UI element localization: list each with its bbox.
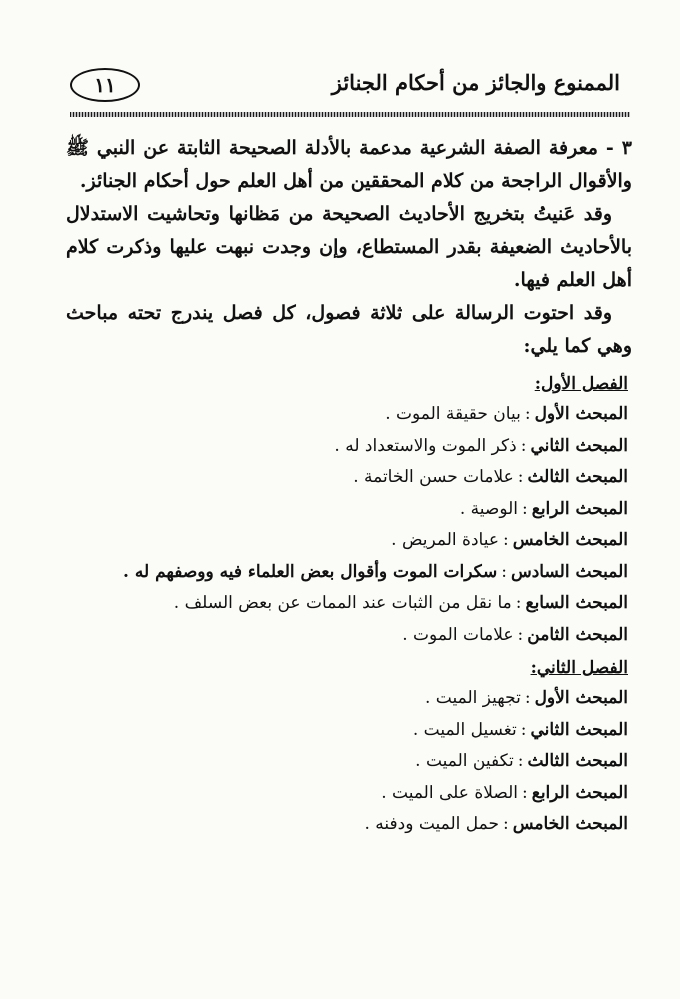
toc-item-label: المبحث الثالث [527,751,628,771]
toc-item: المبحث الأول:بيان حقيقة الموت . [385,404,628,424]
toc-item: المبحث الرابع:الصلاة على الميت . [381,782,628,803]
paragraph-point-3: ٣ - معرفة الصفة الشرعية مدعمة بالأدلة الصحيحة الثابتة عن النبي ﷺ والأقوال الراجحة من كلام المحققين من أهل العلم حول أحكام الجنائز. [66,137,632,192]
page-number: ١١ [70,68,140,102]
toc-item-label: المبحث الخامس [512,814,628,834]
toc-item-title: تجهيز الميت . [425,688,521,708]
page-header [70,66,620,106]
toc-item-label: المبحث الأول [534,688,628,708]
toc-item-label: المبحث الثامن [527,624,628,645]
toc-item: المبحث الثامن:علامات الموت . [402,624,628,645]
table-of-contents [66,369,632,841]
running-title: الممنوع والجائز من أحكام الجنائز [331,70,620,95]
toc-item: المبحث الثالث:تكفين الميت . [415,751,628,771]
toc-item-label: المبحث السادس [510,561,628,582]
toc-item-title: تغسيل الميت . [412,719,517,740]
toc-item-title: تكفين الميت . [415,751,514,771]
body-text [66,132,632,841]
toc-item: المبحث السابع:ما نقل من الثبات عند الممات عن بعض السلف . [173,593,628,613]
toc-item: المبحث الثاني:ذكر الموت والاستعداد له . [334,435,628,456]
paragraph-structure: وقد احتوت الرسالة على ثلاثة فصول، كل فصل يندرج تحته مباحث وهي كما يلي: [66,302,632,357]
toc-item-label: المبحث الثاني [530,435,628,456]
toc-item-label: المبحث الرابع [531,782,628,803]
header-divider [70,112,630,117]
toc-item: المبحث الثالث:علامات حسن الخاتمة . [353,467,628,487]
toc-item: المبحث الخامس:حمل الميت ودفنه . [364,814,628,834]
toc-item-title: علامات حسن الخاتمة . [353,467,514,487]
toc-item-label: المبحث السابع [525,593,628,613]
toc-item-title: الوصية . [459,498,519,519]
toc-item-title: حمل الميت ودفنه . [364,814,499,834]
toc-item-title: عيادة المريض . [391,530,499,550]
toc-item-title: بيان حقيقة الموت . [385,404,521,424]
toc-item: المبحث السادس:سكرات الموت وأقوال بعض العلماء فيه ووصفهم له . [123,561,628,582]
toc-item-label: المبحث الخامس [512,530,628,550]
chapter-heading: الفصل الثاني: [530,658,628,678]
toc-item: المبحث الخامس:عيادة المريض . [391,530,628,550]
toc-item: المبحث الأول:تجهيز الميت . [425,688,628,708]
toc-item-label: المبحث الرابع [531,498,628,519]
toc-item-title: علامات الموت . [402,624,514,645]
toc-item-title: سكرات الموت وأقوال بعض العلماء فيه ووصفهم له . [123,561,498,582]
toc-item-title: الصلاة على الميت . [381,782,519,803]
toc-item: المبحث الرابع:الوصية . [459,498,628,519]
toc-item-label: المبحث الأول [534,404,628,424]
toc-item-label: المبحث الثاني [530,719,628,740]
toc-item-title: ما نقل من الثبات عند الممات عن بعض السلف . [173,593,512,613]
paragraph-hadith-note: وقد عَنيتُ بتخريج الأحاديث الصحيحة من مَظانها وتحاشيت الاستدلال بالأحاديث الضعيفة بقدر المستطاع، وإن وجدت نبهت عليها وذكرت كلام أهل العلم فيها. [66,203,632,291]
toc-item-label: المبحث الثالث [527,467,628,487]
chapter-heading: الفصل الأول: [534,374,628,394]
toc-item: المبحث الثاني:تغسيل الميت . [412,719,628,740]
toc-item-title: ذكر الموت والاستعداد له . [334,435,517,456]
